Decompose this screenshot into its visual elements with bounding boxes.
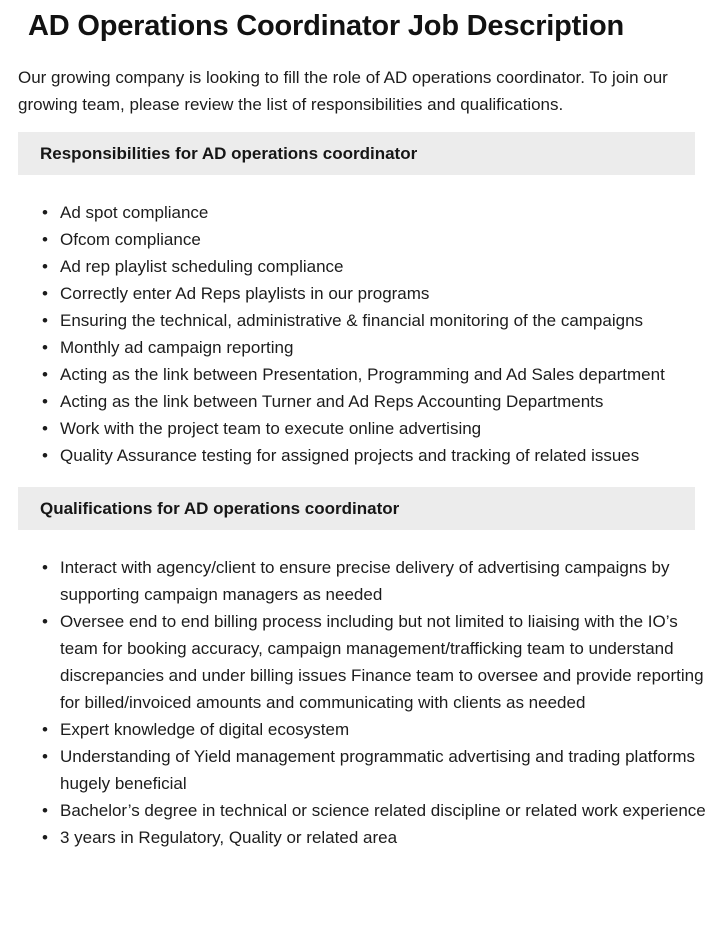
- list-item: • Acting as the link between Turner and Ad Reps Accounting Departments: [42, 388, 708, 415]
- list-item: • Acting as the link between Presentation, Programming and Ad Sales department: [42, 361, 708, 388]
- list-item: • 3 years in Regulatory, Quality or related area: [42, 824, 708, 851]
- list-item: • Interact with agency/client to ensure precise delivery of advertising campaigns by supporting campaign managers as needed: [42, 554, 708, 608]
- list-item: • Understanding of Yield management programmatic advertising and trading platforms hugely beneficial: [42, 743, 708, 797]
- section-header-responsibilities: Responsibilities for AD operations coordinator: [18, 132, 695, 175]
- list-item: • Ad spot compliance: [42, 199, 708, 226]
- list-item: • Ensuring the technical, administrative & financial monitoring of the campaigns: [42, 307, 708, 334]
- list-item: • Work with the project team to execute online advertising: [42, 415, 708, 442]
- responsibilities-list: [0, 199, 720, 469]
- list-item: • Monthly ad campaign reporting: [42, 334, 708, 361]
- qualifications-list: [0, 554, 720, 851]
- bottom-spacer: [0, 851, 720, 881]
- page-title: AD Operations Coordinator Job Description: [28, 10, 625, 42]
- section-header-qualifications: Qualifications for AD operations coordinator: [18, 487, 695, 530]
- list-item: • Ofcom compliance: [42, 226, 708, 253]
- list-item: • Expert knowledge of digital ecosystem: [42, 716, 708, 743]
- list-item: • Ad rep playlist scheduling compliance: [42, 253, 708, 280]
- intro-paragraph: Our growing company is looking to fill the role of AD operations coordinator. To join our growing team, please review the list of responsibilities and qualifications.: [18, 68, 668, 114]
- list-item: • Correctly enter Ad Reps playlists in our programs: [42, 280, 708, 307]
- list-item: • Oversee end to end billing process including but not limited to liaising with the IO’s team for booking accuracy, campaign management/trafficking team to understand discrepancies and under billing issues Finance team to oversee and provide reporting for billed/invoiced amounts and communicating with clients as needed: [42, 608, 708, 716]
- list-item: • Quality Assurance testing for assigned projects and tracking of related issues: [42, 442, 708, 469]
- list-item: • Bachelor’s degree in technical or science related discipline or related work experience: [42, 797, 708, 824]
